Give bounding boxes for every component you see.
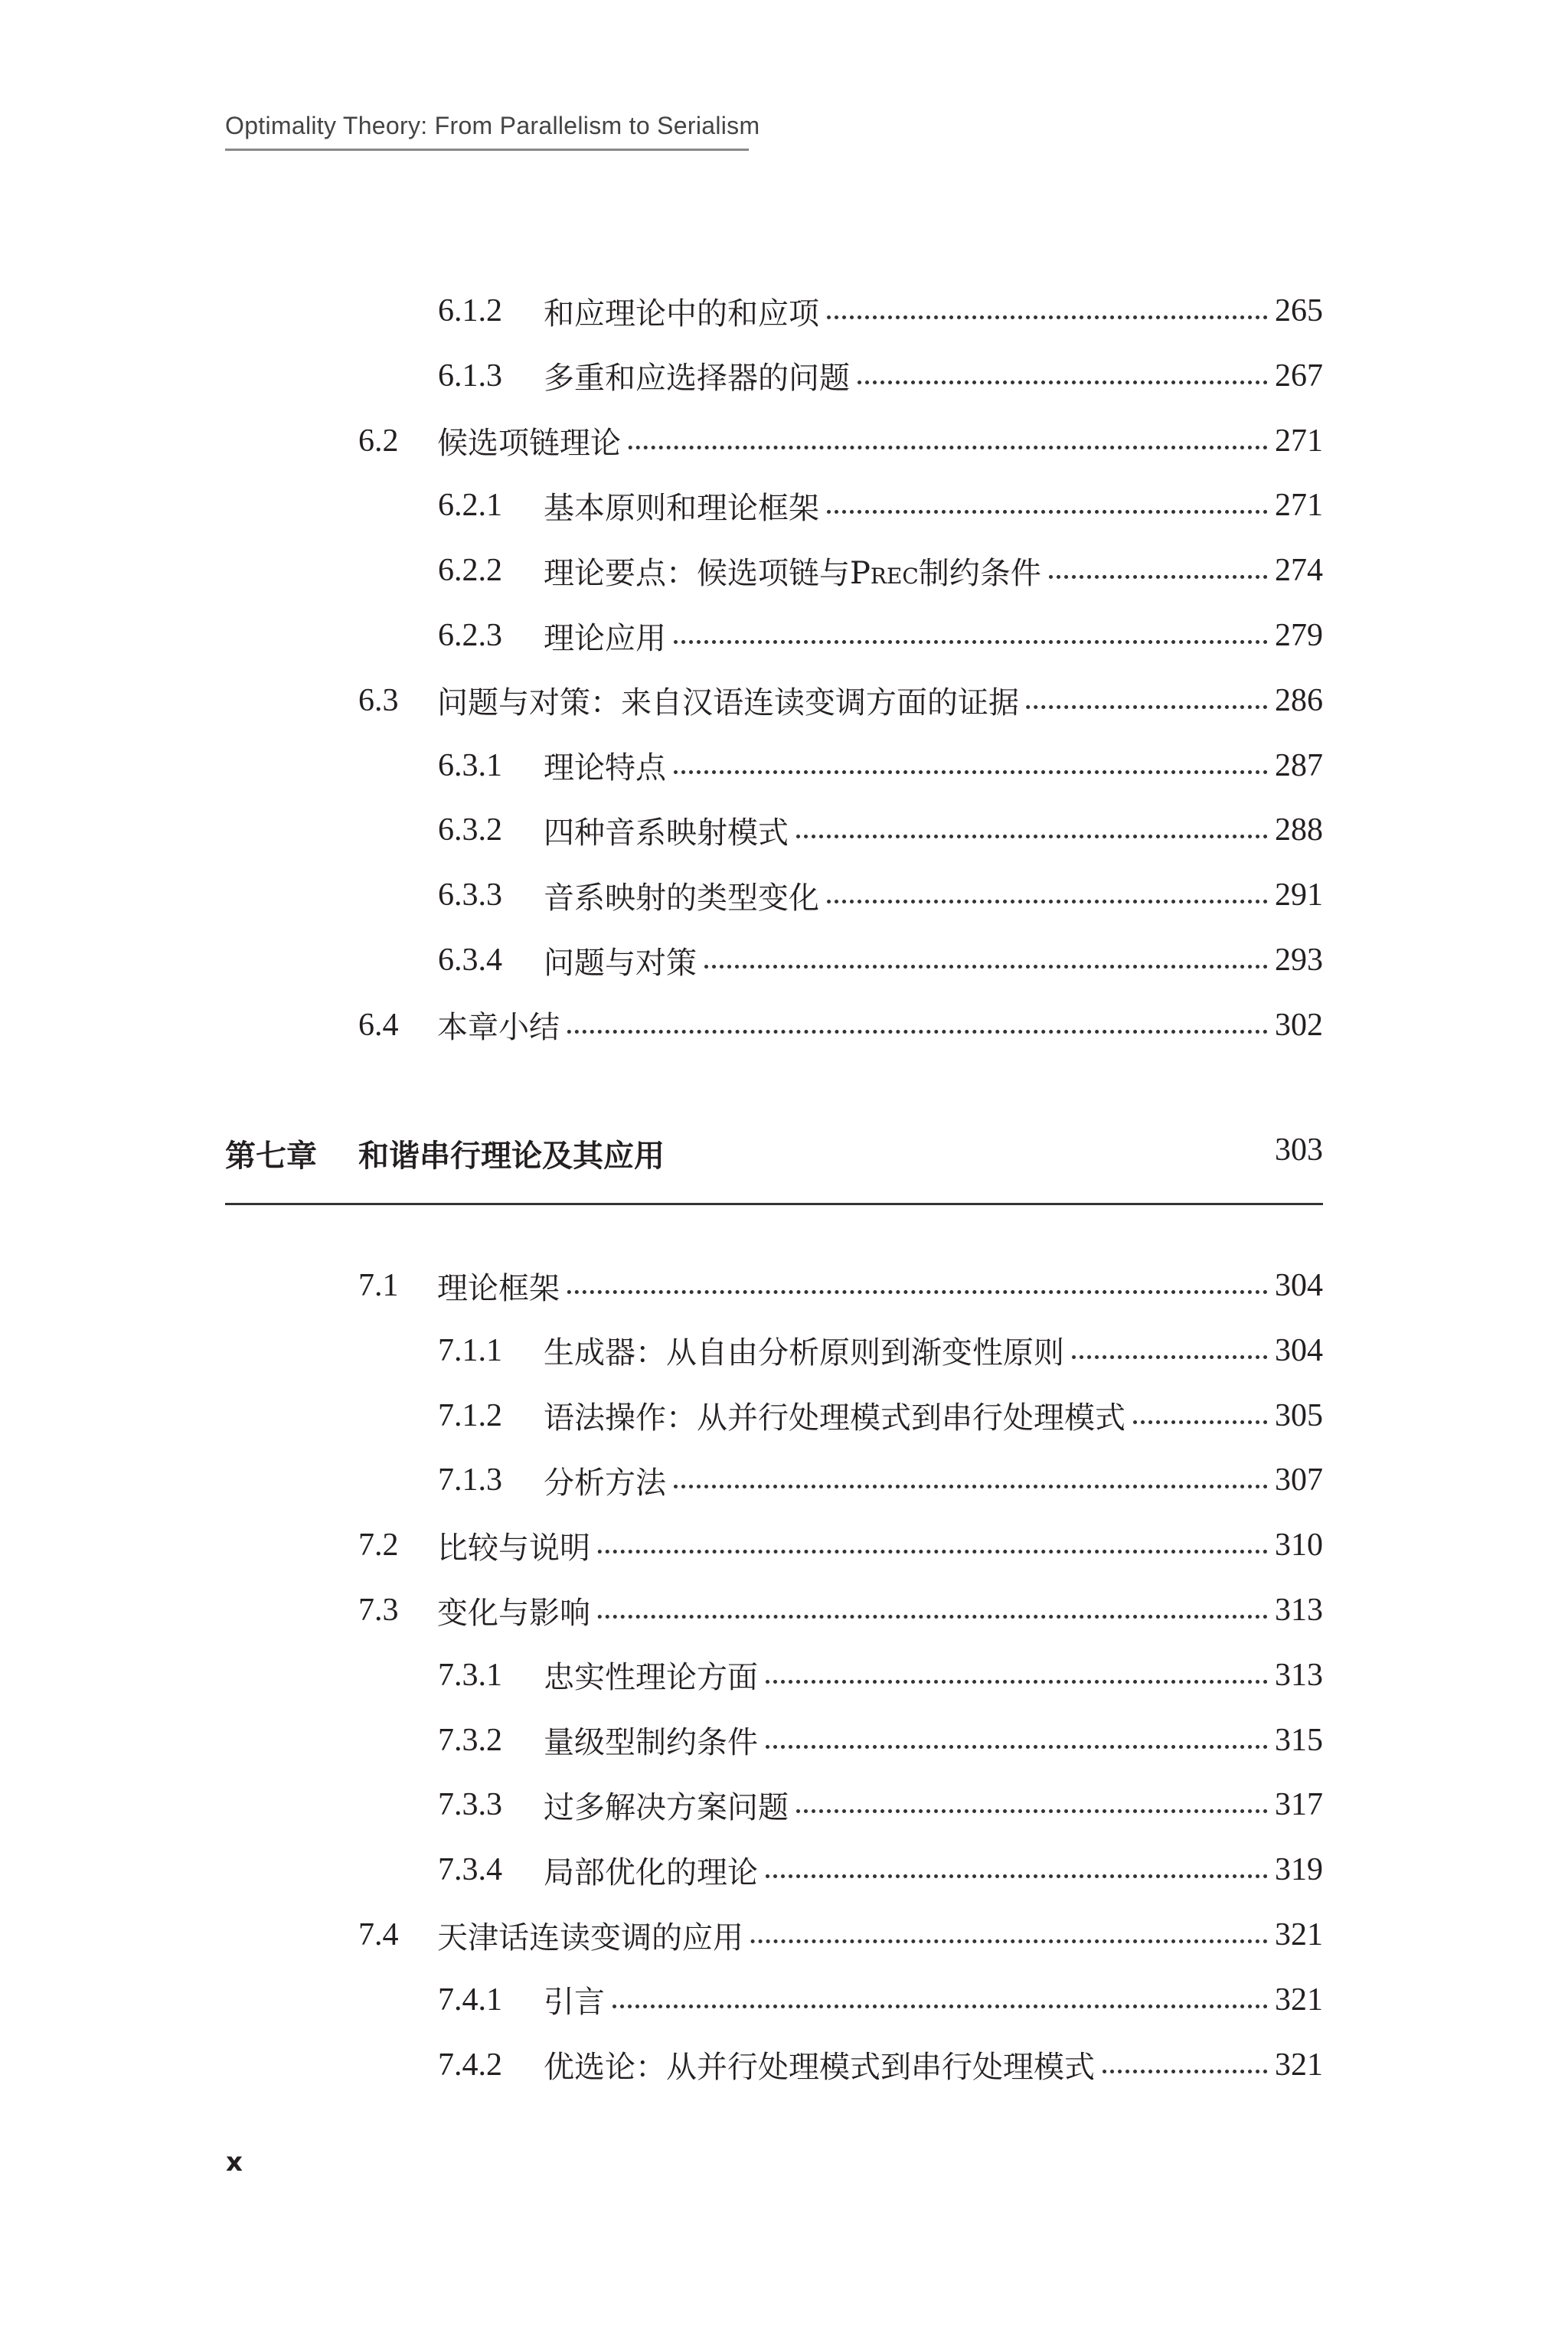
entry-page: 293: [1270, 942, 1323, 979]
entry-number: 6.2: [358, 423, 399, 459]
toc-entry[interactable]: [0, 872, 1323, 918]
toc-entry[interactable]: [0, 1847, 1323, 1893]
entry-title: 候选项链理论: [437, 419, 626, 462]
entry-page: 287: [1270, 747, 1323, 784]
entry-page: 265: [1270, 292, 1323, 329]
entry-title: 多重和应选择器的问题: [544, 354, 854, 397]
toc-entry[interactable]: [0, 613, 1323, 658]
chapter-title: 和谐串行理论及其应用: [358, 1139, 665, 1174]
toc-entry[interactable]: [0, 937, 1323, 983]
entry-title: 引言: [544, 1978, 609, 2021]
entry-page: 279: [1270, 617, 1323, 654]
entry-page: 321: [1270, 1916, 1323, 1953]
entry-page: 310: [1270, 1527, 1323, 1564]
entry-number: 7.4.1: [438, 1982, 502, 2018]
entry-number: 7.4: [358, 1917, 399, 1952]
entry-page: 291: [1270, 877, 1323, 913]
toc-entry[interactable]: [0, 1522, 1323, 1568]
entry-number: 7.1: [358, 1268, 399, 1303]
toc-entry[interactable]: [0, 678, 1323, 724]
entry-number: 7.2: [358, 1528, 399, 1564]
entry-number: 6.3: [358, 682, 399, 718]
toc-entry[interactable]: [0, 1328, 1323, 1374]
entry-page: 315: [1270, 1722, 1323, 1759]
entry-title: 分析方法: [544, 1459, 671, 1502]
chapter-number: 第七章: [225, 1139, 317, 1174]
entry-title: 优选论：从并行处理模式到串行处理模式: [544, 2043, 1099, 2086]
toc-entry[interactable]: [0, 807, 1323, 853]
entry-title: 问题与对策：来自汉语连读变调方面的证据: [437, 678, 1024, 722]
toc-entry[interactable]: [0, 1717, 1323, 1763]
entry-title: 理论特点: [544, 743, 671, 787]
entry-page: 271: [1270, 423, 1323, 459]
entry-title: 过多解决方案问题: [544, 1783, 793, 1827]
running-head-rule: [225, 149, 749, 151]
entry-number: 6.4: [358, 1007, 399, 1043]
entry-title: 本章小结: [437, 1003, 564, 1047]
entry-title: 基本原则和理论框架: [544, 484, 824, 528]
page-folio: x: [226, 2147, 243, 2178]
entry-page: 274: [1270, 552, 1323, 589]
entry-title: 局部优化的理论: [544, 1848, 763, 1892]
entry-page: 305: [1270, 1397, 1323, 1434]
entry-number: 6.1.3: [438, 358, 502, 394]
entry-page: 307: [1270, 1462, 1323, 1498]
entry-title: 语法操作：从并行处理模式到串行处理模式: [544, 1394, 1130, 1437]
toc-entry[interactable]: [0, 418, 1323, 464]
entry-title: 变化与影响: [437, 1589, 595, 1632]
entry-number: 6.2.3: [438, 618, 502, 653]
entry-number: 7.4.2: [438, 2047, 502, 2083]
toc-entry[interactable]: [0, 2042, 1323, 2088]
entry-number: 6.2.2: [438, 553, 502, 589]
entry-title: 比较与说明: [437, 1524, 595, 1567]
entry-number: 7.3.2: [438, 1722, 502, 1758]
entry-page: 317: [1270, 1786, 1323, 1823]
toc-entry[interactable]: [0, 547, 1323, 593]
entry-number: 7.3.4: [438, 1852, 502, 1888]
entry-title: 四种音系映射模式: [544, 809, 793, 852]
toc-entry[interactable]: [0, 1457, 1323, 1503]
entry-title: 理论框架: [437, 1264, 564, 1308]
entry-number: 7.3: [358, 1593, 399, 1628]
entry-title: 量级型制约条件: [544, 1718, 763, 1762]
entry-number: 6.3.2: [438, 812, 502, 848]
entry-title: 理论应用: [544, 614, 671, 658]
entry-page: 313: [1270, 1657, 1323, 1694]
toc-entry[interactable]: [0, 353, 1323, 399]
running-head: Optimality Theory: From Parallelism to Serialism: [225, 112, 760, 139]
entry-title: 问题与对策: [544, 939, 701, 982]
chapter-heading[interactable]: [225, 1132, 1323, 1178]
toc-entry[interactable]: [0, 1912, 1323, 1958]
entry-page: 321: [1270, 2047, 1323, 2083]
dot-leader: [544, 2005, 1268, 2008]
entry-title: 忠实性理论方面: [544, 1653, 763, 1697]
toc-entry[interactable]: [0, 288, 1323, 334]
entry-number: 6.3.3: [438, 877, 502, 913]
toc-entry[interactable]: [0, 743, 1323, 789]
toc-entry[interactable]: [0, 1652, 1323, 1698]
entry-title: 和应理论中的和应项: [544, 289, 824, 333]
entry-page: 304: [1270, 1332, 1323, 1369]
toc-entry[interactable]: [0, 1263, 1323, 1309]
entry-number: 6.2.1: [438, 488, 502, 524]
entry-page: 271: [1270, 487, 1323, 524]
entry-number: 7.3.1: [438, 1657, 502, 1693]
chapter-page: 303: [1275, 1132, 1323, 1168]
entry-page: 304: [1270, 1267, 1323, 1304]
toc-entry[interactable]: [0, 1977, 1323, 2023]
entry-page: 313: [1270, 1592, 1323, 1629]
entry-page: 302: [1270, 1007, 1323, 1044]
entry-number: 7.1.3: [438, 1462, 502, 1498]
entry-title: 理论要点：候选项链与Prec制约条件: [544, 549, 1046, 593]
chapter-rule: [225, 1203, 1323, 1205]
entry-title: 生成器：从自由分析原则到渐变性原则: [544, 1328, 1069, 1372]
entry-number: 7.1.1: [438, 1332, 502, 1368]
entry-page: 286: [1270, 682, 1323, 719]
entry-number: 6.3.1: [438, 747, 502, 783]
entry-number: 7.1.2: [438, 1397, 502, 1433]
entry-page: 288: [1270, 812, 1323, 848]
entry-page: 321: [1270, 1982, 1323, 2018]
prec-constraint-name: Prec: [850, 555, 919, 591]
toc-entry[interactable]: [0, 482, 1323, 528]
entry-page: 267: [1270, 358, 1323, 394]
entry-title: 音系映射的类型变化: [544, 874, 824, 917]
entry-number: 7.3.3: [438, 1787, 502, 1823]
toc-entry[interactable]: [0, 1782, 1323, 1828]
entry-title: 天津话连读变调的应用: [437, 1913, 748, 1957]
entry-number: 6.1.2: [438, 293, 502, 328]
entry-page: 319: [1270, 1851, 1323, 1888]
toc-entry[interactable]: [0, 1002, 1323, 1048]
toc-entry[interactable]: [0, 1587, 1323, 1633]
toc-entry[interactable]: [0, 1393, 1323, 1439]
entry-number: 6.3.4: [438, 943, 502, 978]
